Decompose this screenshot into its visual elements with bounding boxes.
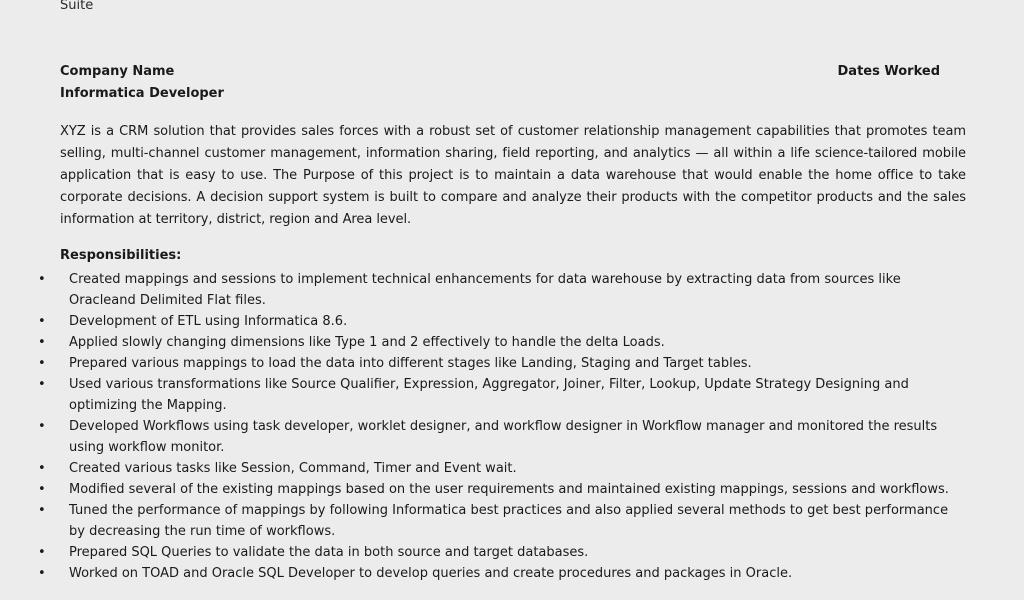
responsibility-text: Development of ETL using Informatica 8.6. <box>69 314 348 329</box>
bullet-icon: • <box>38 461 46 476</box>
responsibility-text: Developed Workflows using task developer, worklet designer, and workflow designer in Workflow manager and monitored the results using workflow monitor. <box>69 419 938 455</box>
bullet-icon: • <box>38 377 46 392</box>
responsibility-item <box>0 542 960 563</box>
bullet-icon: • <box>38 566 46 581</box>
responsibility-item <box>0 500 960 542</box>
responsibility-text: Modified several of the existing mappings based on the user requirements and maintained existing mappings, sessions and workflows. <box>69 482 949 497</box>
job-title: Informatica Developer <box>60 86 224 101</box>
bullet-icon: • <box>38 482 46 497</box>
responsibility-item <box>0 269 960 311</box>
company-name-label: Company Name <box>60 64 175 79</box>
bullet-icon: • <box>38 356 46 371</box>
responsibility-text: Worked on TOAD and Oracle SQL Developer to develop queries and create procedures and packages in Oracle. <box>69 566 793 581</box>
bullet-icon: • <box>38 335 46 350</box>
responsibilities-heading: Responsibilities: <box>60 248 182 263</box>
responsibilities-list <box>0 269 960 584</box>
responsibility-text: Prepared various mappings to load the data into different stages like Landing, Staging and Target tables. <box>69 356 752 371</box>
responsibility-item <box>0 332 960 353</box>
bullet-icon: • <box>38 419 46 434</box>
responsibility-item <box>0 416 960 458</box>
company-row <box>60 64 940 84</box>
responsibility-text: Created various tasks like Session, Command, Timer and Event wait. <box>69 461 517 476</box>
project-summary: XYZ is a CRM solution that provides sales forces with a robust set of customer relationship management capabilities that promotes team selling, multi-channel customer management, information sharing, field reporting, and analytics — all within a life science-tailored mobile application that is easy to use. The Purpose of this project is to maintain a data warehouse that would enable the home office to take corporate decisions. A decision support system is built to compare and analyze their products with the competitor products and the sales information at territory, district, region and Area level. <box>60 124 966 227</box>
responsibility-item <box>0 563 960 584</box>
bullet-icon: • <box>38 503 46 518</box>
responsibility-text: Used various transformations like Source Qualifier, Expression, Aggregator, Joiner, Filter, Lookup, Update Strategy Designing and optimizing the Mapping. <box>69 377 909 413</box>
bullet-icon: • <box>38 314 46 329</box>
responsibility-text: Created mappings and sessions to implement technical enhancements for data warehouse by extracting data from sources like Oracleand Delimited Flat files. <box>69 272 901 308</box>
responsibility-item <box>0 479 960 500</box>
bullet-icon: • <box>38 272 46 287</box>
responsibility-text: Tuned the performance of mappings by following Informatica best practices and also applied several methods to get best performance by decreasing the run time of workflows. <box>69 503 949 539</box>
responsibility-item <box>0 311 960 332</box>
responsibility-text: Prepared SQL Queries to validate the data in both source and target databases. <box>69 545 589 560</box>
dates-worked-label: Dates Worked <box>837 64 940 79</box>
responsibility-item <box>0 458 960 479</box>
responsibility-item <box>0 353 960 374</box>
responsibility-item <box>0 374 960 416</box>
suite-text-fragment: Suite <box>60 0 94 13</box>
bullet-icon: • <box>38 545 46 560</box>
responsibility-text: Applied slowly changing dimensions like Type 1 and 2 effectively to handle the delta Loads. <box>69 335 665 350</box>
